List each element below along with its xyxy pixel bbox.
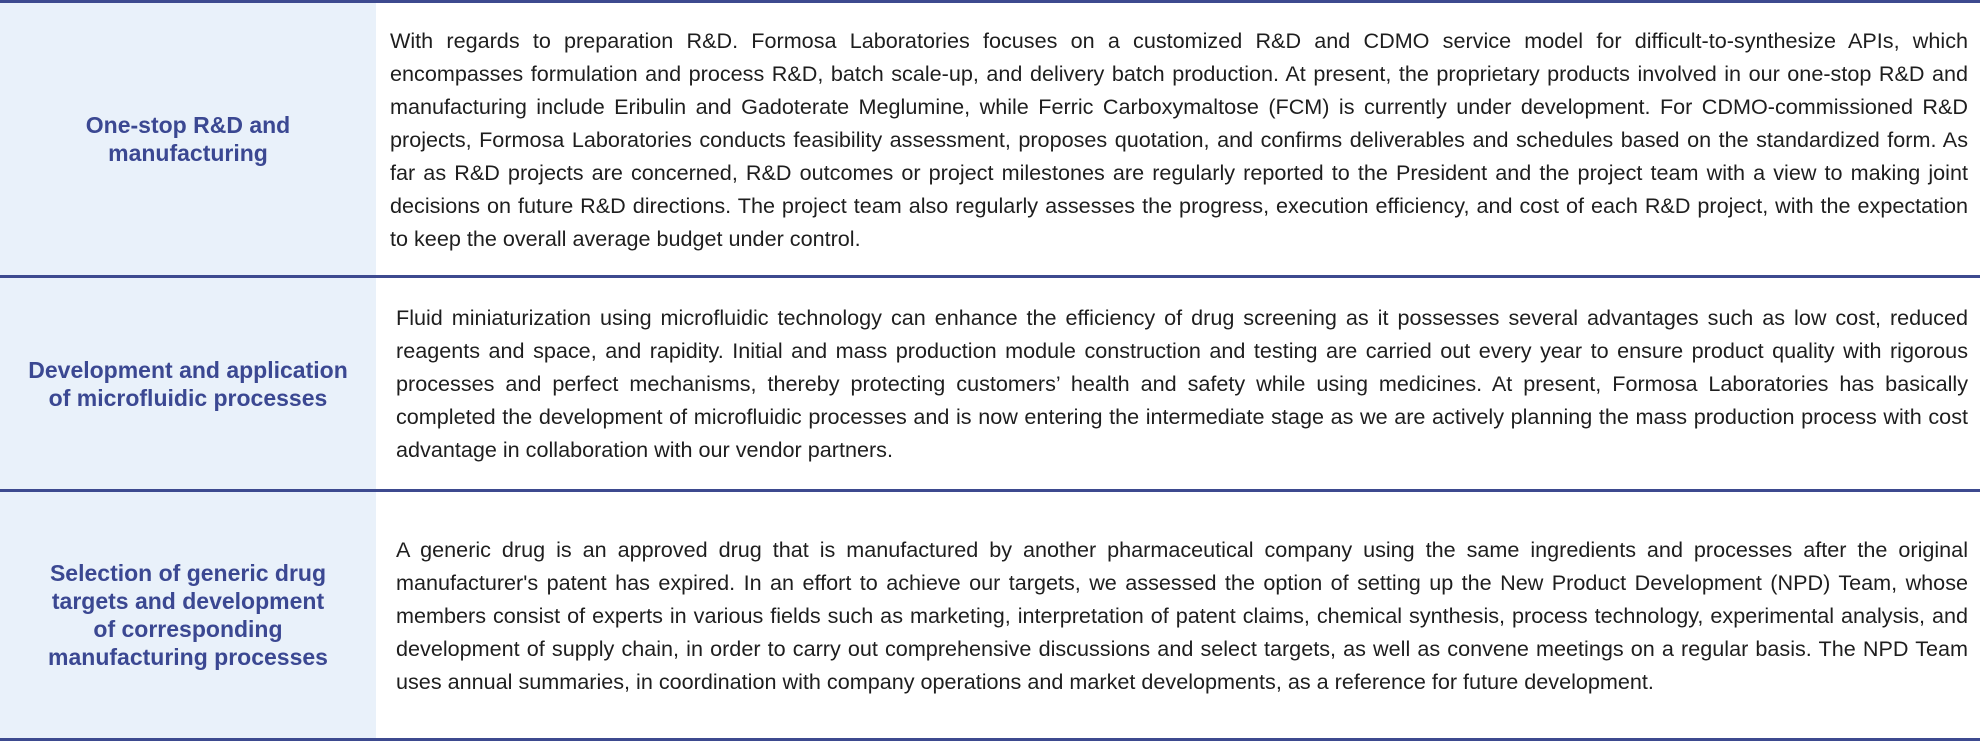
- table-row-one-stop: [0, 3, 1980, 278]
- table-row-generic-drug: [0, 492, 1980, 741]
- row-label-cell: [0, 3, 376, 275]
- row-label-line: manufacturing processes: [48, 644, 328, 670]
- row-description: With regards to preparation R&D. Formosa Laboratories focuses on a customized R&D and CDMO service model for difficult-to-synthesize APIs, which encompasses formulation and process R&D, batch scale-up, and delivery batch production. At present, the proprietary products involved in our one-stop R&D and manufacturing include Eribulin and Gadoterate Meglumine, while Ferric Carboxymaltose (FCM) is currently under development. For CDMO-commissioned R&D projects, Formosa Laboratories conducts feasibility assessment, proposes quotation, and confirms deliverables and schedules based on the standardized form. As far as R&D projects are concerned, R&D outcomes or project milestones are regularly reported to the President and the project team with a view to making joint decisions on future R&D directions. The project team also regularly assesses the progress, execution efficiency, and cost of each R&D project, with the expectation to keep the overall average budget under control.: [390, 27, 1968, 251]
- row-text-cell: [376, 492, 1980, 738]
- row-label-line: manufacturing: [108, 140, 268, 166]
- table-row-microfluidic: [0, 278, 1980, 492]
- row-description: A generic drug is an approved drug that is manufactured by another pharmaceutical company using the same ingredients and processes after the original manufacturer's patent has expired. In an effort to achieve our targets, we assessed the option of setting up the New Product Development (NPD) Team, whose members consist of experts in various fields such as marketing, interpretation of patent claims, chemical synthesis, process technology, experimental analysis, and development of supply chain, in order to carry out comprehensive discussions and select targets, as well as convene meetings on a regular basis. The NPD Team uses annual summaries, in coordination with company operations and market developments, as a reference for future development.: [396, 536, 1968, 694]
- row-label-line: of corresponding: [93, 616, 283, 642]
- row-label-cell: [0, 492, 376, 738]
- row-label-line: of microfluidic processes: [48, 384, 328, 411]
- row-label: [48, 559, 328, 671]
- row-description: Fluid miniaturization using microfluidic technology can enhance the efficiency of drug screening as it possesses several advantages such as low cost, reduced reagents and space, and rapidity. Initial and mass production module construction and testing are carried out every year to ensure product quality with rigorous processes and perfect mechanisms, thereby protecting customers’ health and safety while using medicines. At present, Formosa Laboratories has basically completed the development of microfluidic processes and is now entering the intermediate stage as we are actively planning the mass production process with cost advantage in collaboration with our vendor partners.: [396, 305, 1968, 462]
- row-label-line: Development and application: [28, 356, 348, 383]
- row-label-cell: [0, 278, 376, 489]
- row-text-cell: [376, 278, 1980, 489]
- row-label: [28, 356, 348, 412]
- row-label-line: Selection of generic drug: [49, 560, 327, 586]
- row-label-line: One-stop R&D and: [85, 112, 291, 138]
- row-label: [86, 111, 290, 167]
- row-label-line: targets and development: [51, 588, 325, 614]
- row-text-cell: [376, 3, 1980, 275]
